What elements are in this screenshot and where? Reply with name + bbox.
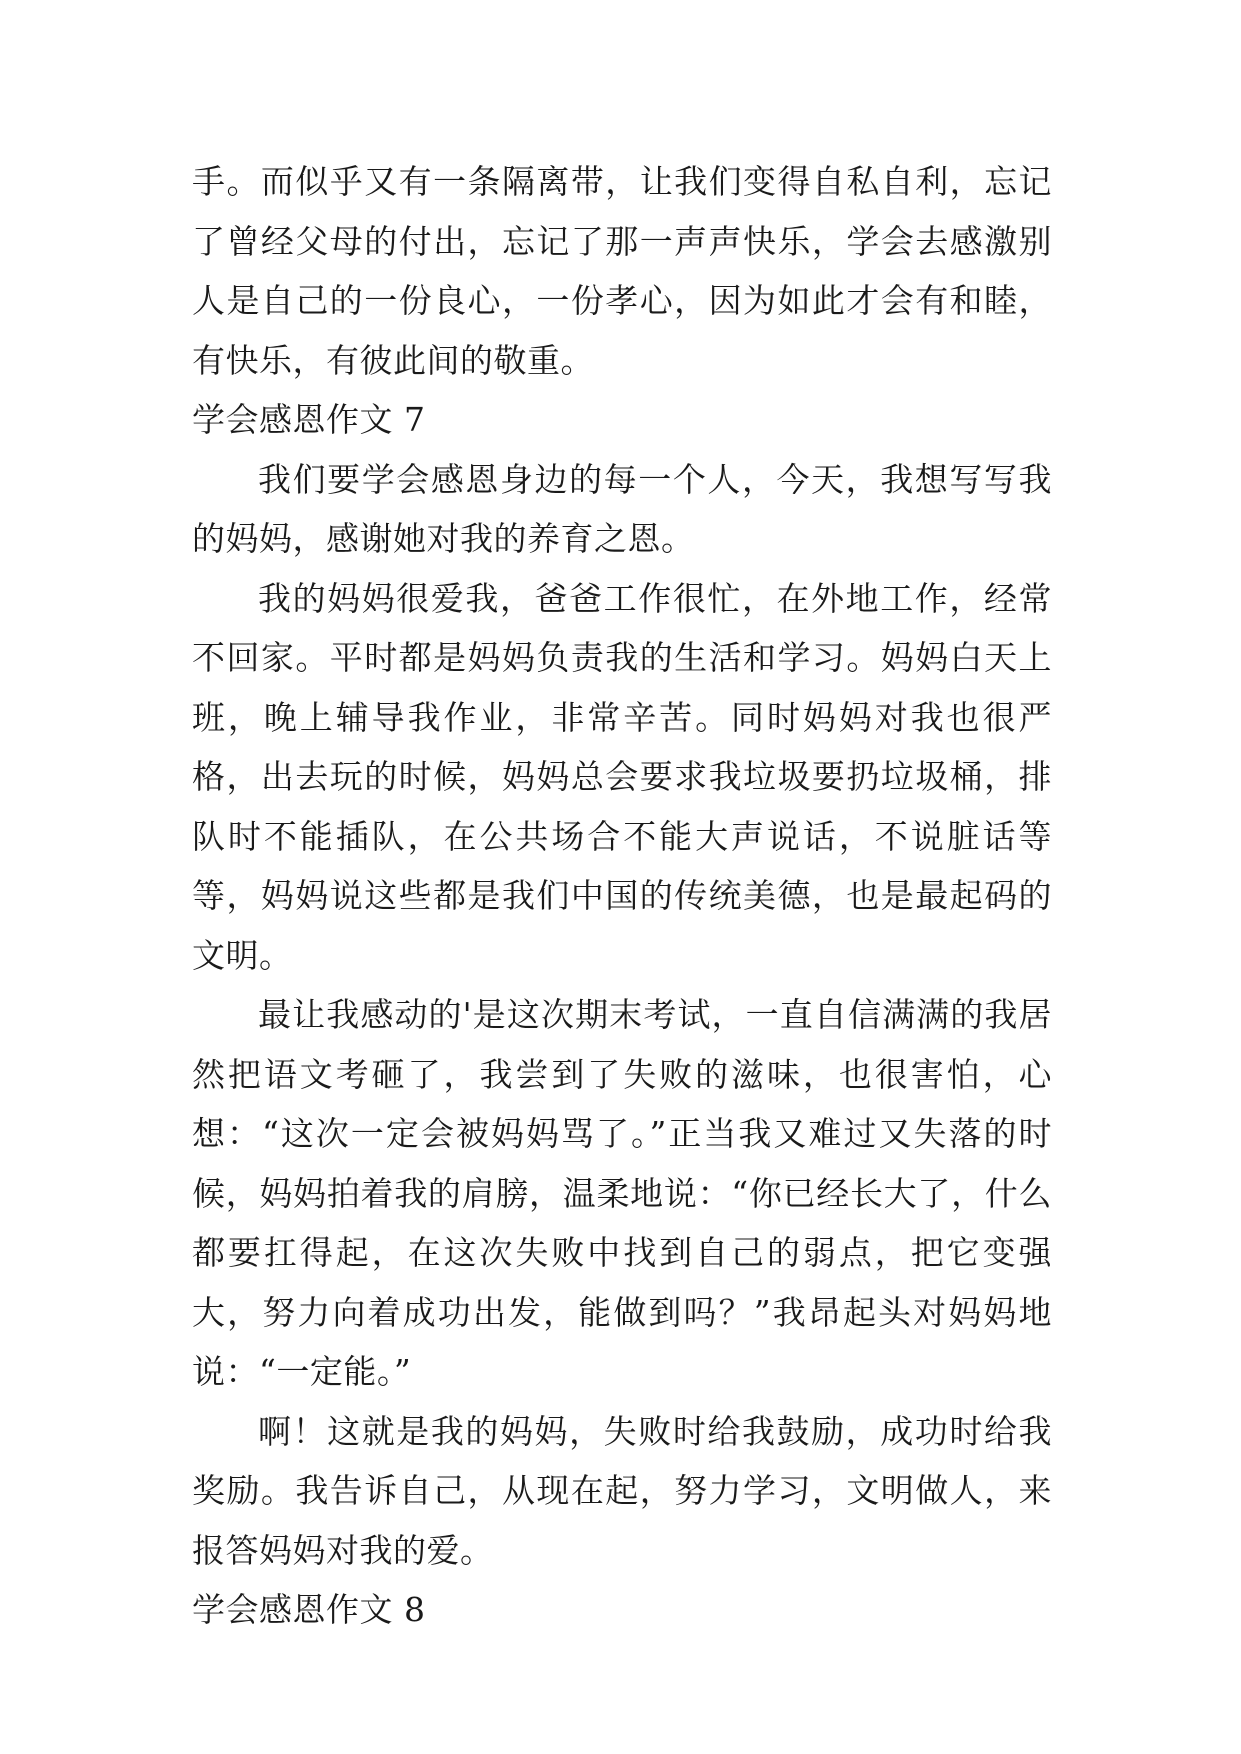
paragraph-5: 啊！这就是我的妈妈，失败时给我鼓励，成功时给我奖励。我告诉自己，从现在起，努力学习，文明做人，来报答妈妈对我的爱。 xyxy=(192,1411,1052,1570)
paragraph-1: 手。而似乎又有一条隔离带，让我们变得自私自利，忘记了曾经父母的付出，忘记了那一声声快乐，学会去感激别人是自己的一份良心，一份孝心，因为如此才会有和睦，有快乐，有彼此间的敬重。 xyxy=(192,162,1052,380)
essay-heading-8: 学会感恩作文 8 xyxy=(192,1590,426,1629)
paragraph-2: 我们要学会感恩身边的每一个人，今天，我想写写我的妈妈，感谢她对我的养育之恩。 xyxy=(192,459,1052,558)
essay-heading-7: 学会感恩作文 7 xyxy=(192,400,426,439)
document-body xyxy=(192,152,1052,1640)
paragraph-4: 最让我感动的'是这次期末考试，一直自信满满的我居然把语文考砸了，我尝到了失败的滋味，也很害怕，心想：“这次一定会被妈妈骂了。”正当我又难过又失落的时候，妈妈拍着我的肩膀，温柔地说：“你已经长大了，什么都要扛得起，在这次失败中找到自己的弱点，把它变强大，努力向着成功出发，能做到吗？”我昂起头对妈妈地说：“一定能。” xyxy=(192,995,1052,1391)
paragraph-3: 我的妈妈很爱我，爸爸工作很忙，在外地工作，经常不回家。平时都是妈妈负责我的生活和学习。妈妈白天上班，晚上辅导我作业，非常辛苦。同时妈妈对我也很严格，出去玩的时候，妈妈总会要求我垃圾要扔垃圾桶，排队时不能插队，在公共场合不能大声说话，不说脏话等等，妈妈说这些都是我们中国的传统美德，也是最起码的文明。 xyxy=(192,578,1052,975)
